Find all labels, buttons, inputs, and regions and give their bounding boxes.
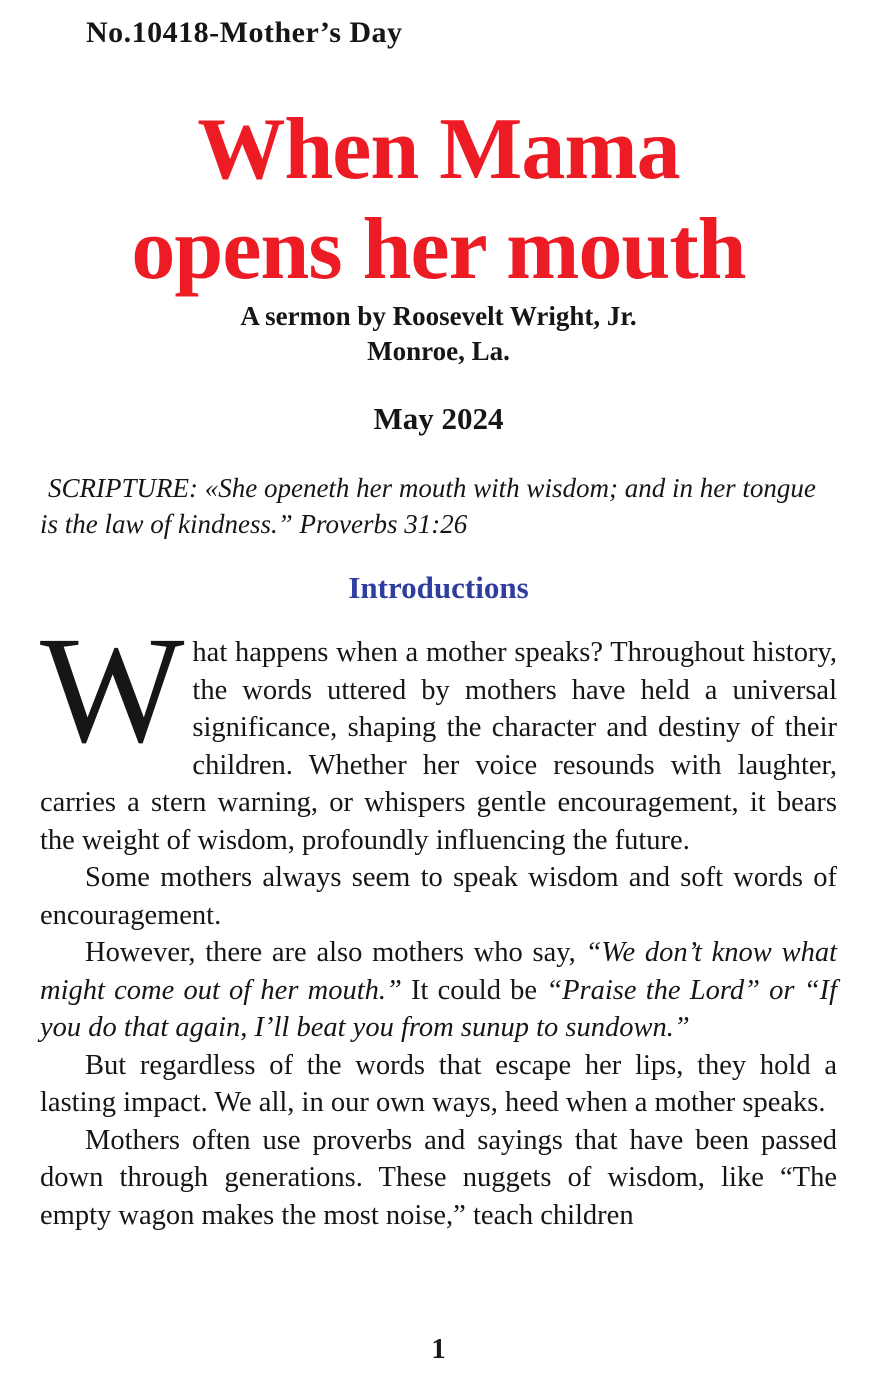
body-run: hat happens when a mother speaks? Throughout history, the words uttered by mothers have held a universal significance, shaping the character and destiny of their children. Whether her voice resounds with laughter, carries a stern warning, or whispers gentle encouragement, it bears the weight of wisdom, profoundly influencing the future.	[40, 637, 837, 856]
paragraph	[40, 606, 837, 859]
section-heading: Introductions	[348, 570, 529, 606]
body-run: Mothers often use proverbs and sayings that have been passed down through generations. These nuggets of wisdom, like “The empty wagon makes the most noise,” teach children	[40, 1124, 837, 1231]
sermon-title	[40, 100, 837, 301]
paragraph	[40, 934, 837, 1047]
drop-cap: W	[40, 606, 185, 776]
title-line-2: opens her mouth	[131, 201, 746, 299]
body-run: It could be	[411, 974, 547, 1006]
location: Monroe, La.	[367, 335, 510, 366]
body-run: But regardless of the words that escape her lips, they hold a lasting impact. We all, in our own ways, heed when a mother speaks.	[40, 1049, 837, 1119]
page-number: 1	[431, 1333, 446, 1365]
paragraph	[40, 859, 837, 934]
paragraph	[40, 1122, 837, 1235]
quoted-speech: “Praise the Lord” or “If you do that again, I’ll beat you from sunup to sundown.”	[40, 974, 837, 1044]
document-number: No.10418-Mother’s Day	[86, 16, 403, 49]
paragraph	[40, 1047, 837, 1122]
body-text	[40, 606, 837, 1234]
scripture-quote: SCRIPTURE: «She openeth her mouth with wisdom; and in her tongue is the law of kindness.” Proverbs 31:26	[40, 472, 816, 539]
quoted-speech: “We don’t know what might come out of her mouth.”	[40, 937, 837, 1006]
body-run: Some mothers always seem to speak wisdom and soft words of encouragement.	[40, 862, 837, 931]
body-run: However, there are also mothers who say,	[85, 937, 586, 969]
byline: A sermon by Roosevelt Wright, Jr.	[240, 300, 637, 331]
publication-date: May 2024	[373, 400, 504, 436]
title-line-1: When Mama	[197, 101, 680, 198]
